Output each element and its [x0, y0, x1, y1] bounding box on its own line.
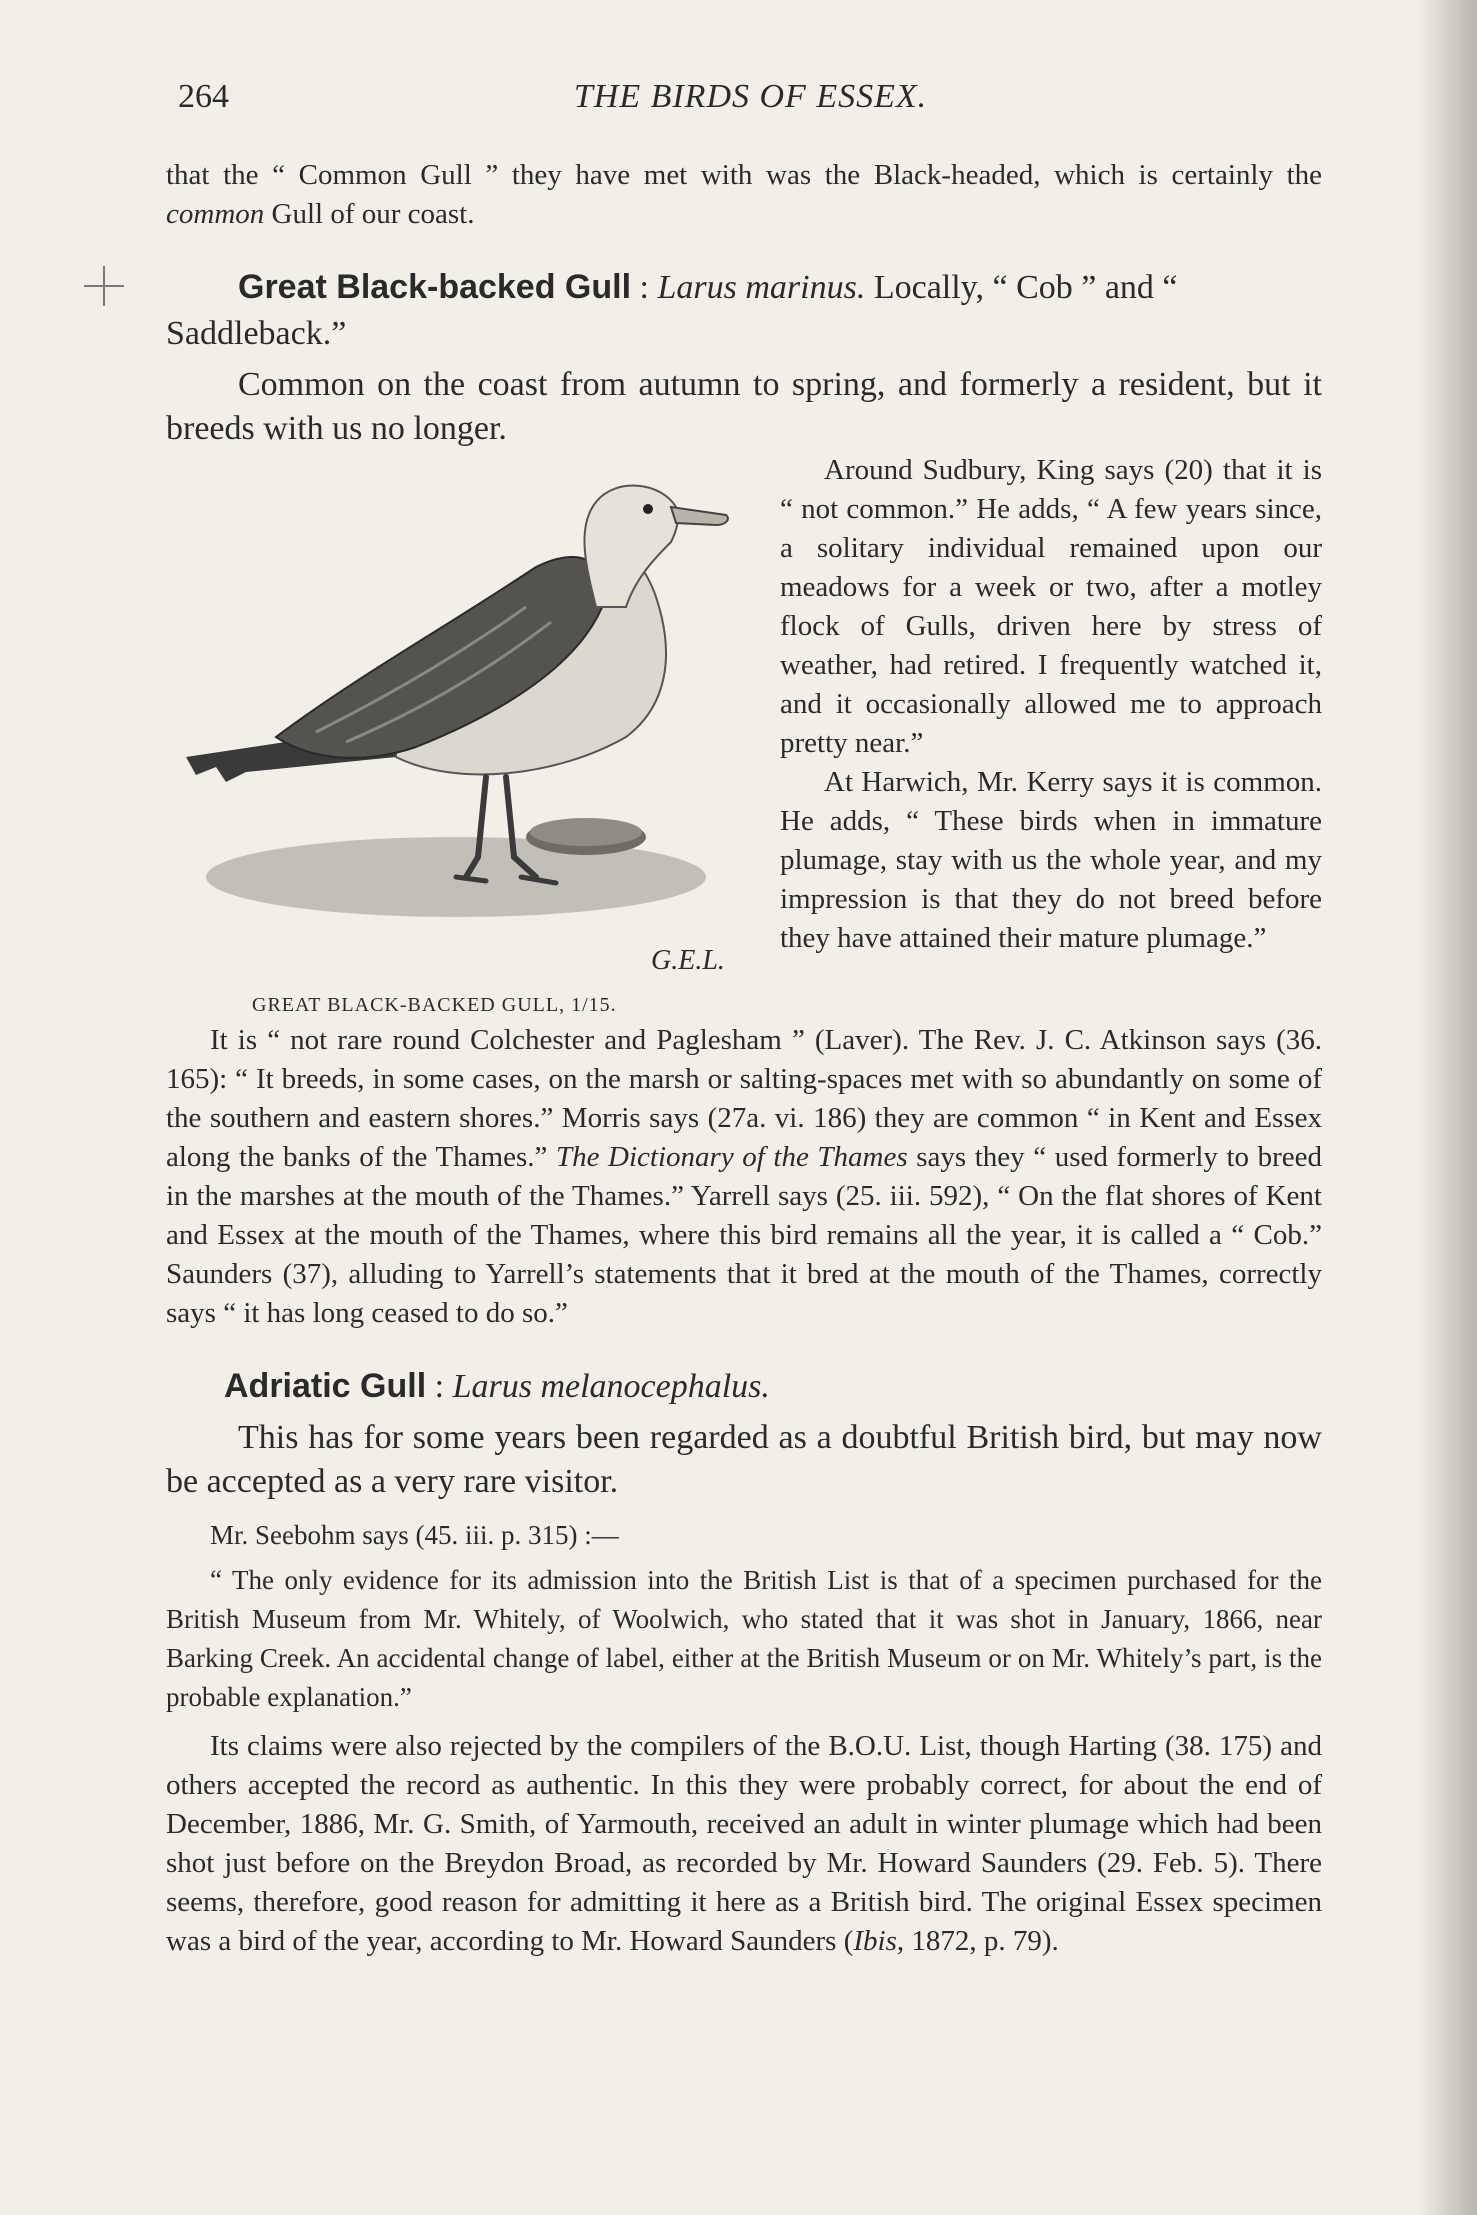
intro-text-italic: common [166, 198, 265, 230]
figure-caption: GREAT BLACK-BACKED GULL, 1/15. [252, 994, 617, 1016]
species-heading-great-black-backed [166, 264, 1322, 357]
heading-separator: : [426, 1368, 453, 1405]
species-local-names: Locally, “ Cob ” and “ Saddleback.” [166, 269, 1178, 352]
paragraph-gbbg-3: At Harwich, Mr. Kerry says it is common. He adds, “ These birds when in immature plumage, stay with us the whole year, and my impression is that they do not breed before they have attained their mature plumage.” [780, 766, 1322, 954]
paragraph-adriatic-3 [166, 1727, 1322, 1961]
page-edge-shadow [1417, 0, 1477, 2215]
paragraph-adriatic-2: Mr. Seebohm says (45. iii. p. 315) :— [210, 1520, 619, 1550]
adriatic-3-text-1: Its claims were also rejected by the compilers of the B.O.U. List, though Harting (38. 175) and others accepted the record as authentic. In this they were probably correct, for about the end of December, 1886, Mr. G. Smith, of Yarmouth, received an adult in winter plumage which had been shot just before on the Breydon Broad, as recorded by Mr. Howard Saunders (29. Feb. 5). There seems, therefore, good reason for admitting it here as a British bird. The original Essex specimen was a bird of the year, according to Mr. Howard Saunders ( [166, 1730, 1322, 1957]
book-title-dictionary-thames: The Dictionary of the Thames [555, 1141, 908, 1173]
heading-separator: : [631, 269, 658, 306]
page-body [166, 156, 1322, 1961]
margin-cross-mark-icon [84, 266, 124, 306]
gull-illustration [156, 457, 756, 1017]
intro-text-1: that the “ Common Gull ” they have met with was the Black-headed, which is certainly the [166, 159, 1322, 191]
adriatic-3-text-2: , 1872, p. 79). [896, 1925, 1059, 1957]
paragraph-gbbg-2: Around Sudbury, King says (20) that it is “ not common.” He adds, “ A few years since, a solitary individual remained upon our meadows for a week or two, after a motley flock of Gulls, driven here by stress of weather, had retired. I frequently watched it, and it occasionally allowed me to approach pretty near.” [780, 454, 1322, 759]
species-latin-name: Larus melanocephalus. [452, 1368, 770, 1405]
artist-monogram: G.E.L. [651, 945, 725, 976]
journal-title-ibis: Ibis [853, 1925, 897, 1957]
intro-text-2: Gull of our coast. [264, 198, 475, 230]
paragraph-adriatic-1: This has for some years been regarded as a doubtful British bird, but may now be accepted as a very rare visitor. [166, 1419, 1322, 1500]
paragraph-gbbg-4 [166, 1021, 1322, 1333]
seebohm-quote: “ The only evidence for its admission into the British List is that of a specimen purchased for the British Museum from Mr. Whitely, of Woolwich, who stated that it was shot in January, 1866, near Barking Creek. An accidental change of label, either at the British Museum or on Mr. Whitely’s part, is the probable explanation.” [166, 1565, 1322, 1712]
intro-paragraph [166, 156, 1322, 234]
gbbg-4-text-2: says they “ used formerly to breed in the marshes at the mouth of the Thames.” Yarrell says (25. iii. 592), “ On the flat shores of Kent and Essex at the mouth of the Thames, where this bird remains all the year, it is called a “ Cob.” Saunders (37), alluding to Yarrell’s statements that it bred at the mouth of the Thames, correctly says “ it has long ceased to do so.” [166, 1141, 1322, 1329]
species-common-name: Great Black-backed Gull [238, 268, 632, 306]
species-heading-adriatic [166, 1363, 1322, 1410]
running-title: THE BIRDS OF ESSEX. [573, 78, 928, 115]
gull-drawing-icon [156, 457, 756, 987]
page-number: 264 [178, 78, 229, 115]
species-common-name: Adriatic Gull [224, 1367, 427, 1405]
page-header [178, 78, 1323, 128]
paragraph-gbbg-1: Common on the coast from autumn to spring, and formerly a resident, but it breeds with us no longer. [166, 366, 1322, 447]
species-latin-name: Larus marinus. [657, 269, 866, 306]
gbbg-4-text-1: It is “ not rare round Colchester and Paglesham ” (Laver). The Rev. J. C. Atkinson says (36. 165): “ It breeds, in some cases, on the marsh or salting-spaces met with so abundantly on some of the southern and eastern shores.” Morris says (27a. vi. 186) they are common “ in Kent and Essex along the banks of the Thames.” [166, 1024, 1322, 1173]
